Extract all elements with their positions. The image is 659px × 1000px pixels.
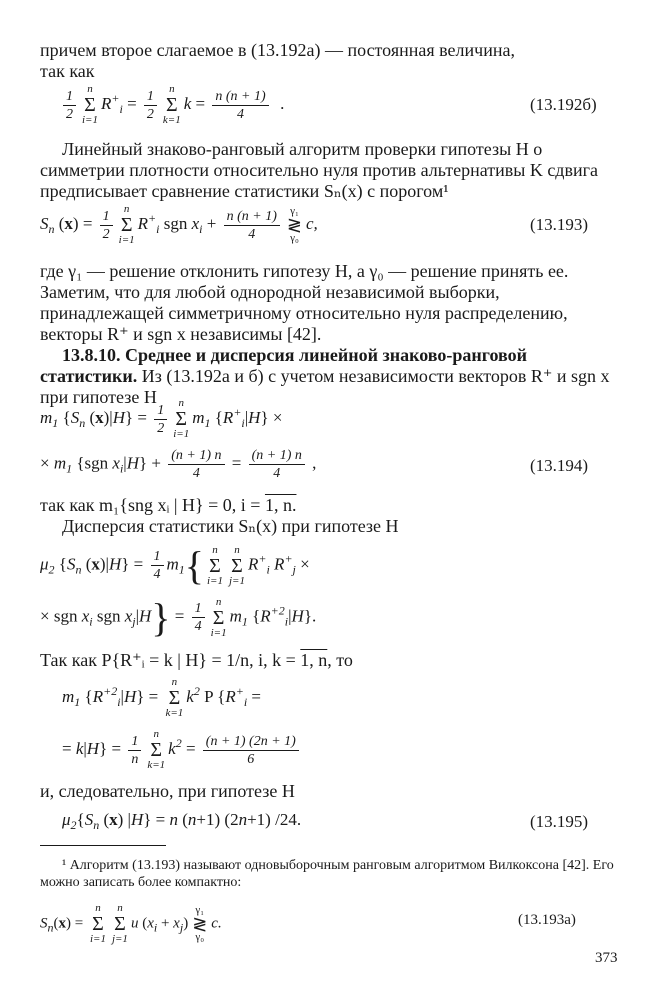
equation-13-193a: $S_n(x)$ = n Σ i=1 n Σ j=1 u $(x_i + x_j)$ γ₁ ≷ γ₀ c. [40, 902, 222, 945]
equation-number-13-194: (13.194) [530, 456, 589, 475]
text-dispersion: Дисперсия статистики Sₙ(x) при гипотезе H [62, 516, 399, 536]
text-consequently: и, следовательно, при гипотезе H [40, 781, 295, 801]
text-since: Так как P{R⁺ᵢ = k | H} = 1/n, i, k = 1, n, то [40, 650, 353, 670]
equation-number-13-195: (13.195) [530, 812, 589, 831]
paragraph-algorithm: Линейный знаково-ранговый алгоритм проверки гипотезы H о симметрии плотности относительно нуля против альтернативы K сдвига предписывает сравнение статистики Sₙ(x) с порогом¹ [40, 139, 598, 201]
page-number: 373 [595, 950, 618, 966]
section-text: Из (13.192а и б) с учетом независимости векторов R⁺ и sgn x при гипотезе H [40, 366, 610, 407]
equation-number-13-193a: (13.193а) [518, 912, 576, 928]
text-because: так как m₁{sng xᵢ | H} = 0, i = 1, n. [40, 495, 297, 515]
equation-13-192b: $\frac{1}{2}$ n Σ i=1 $R^+_i$ = $\frac{1}{2}$ n Σ k=1 k = $\frac{n (n + 1)}{4}$ . [60, 83, 284, 127]
footnote: ¹ Алгоритм (13.193) называют одновыборочным ранговым алгоритмом Вилкоксона [42]. Его можно записать более компактно: [40, 858, 614, 890]
equation-second-moment-line2: = k|H} = $\frac{1}{n}$ n Σ k=1 $k^2$ = $\frac{(n + 1) (2n + 1)}{6}$ [62, 728, 302, 772]
equation-second-moment-line1: $m_1$ $\{R^{+2}_i|H\}$ = n Σ k=1 $k^2$ P {$R^+_i$ = [62, 676, 262, 719]
section-heading: 13.8.10. Среднее и дисперсия линейной знаково-ранговой статистики. [40, 345, 527, 386]
equation-13-194-line1: $m_1$ {$S_n$ (x)|H} = $\frac{1}{2}$ n Σ i=1 $m_1$ $\{R^+_i|H\}$ × [40, 397, 283, 440]
equation-dispersion-line2: × sgn $x_i$ sgn $x_j|H$} = $\frac{1}{4}$ n Σ i=1 $m_1$ $\{R^{+2}_i|H\}$. [40, 595, 317, 640]
equation-dispersion-line1: $\mu_2$ {$S_n$ (x)|H} = $\frac{1}{4}$ $m_1${ n Σ i=1 n Σ j=1 $R^+_i$ $R^+_j$ × [40, 543, 310, 588]
paragraph-decision: где γ₁ — решение отклонить гипотезу H, а γ₀ — решение принять ее. Заметим, что для любой однородной независимой выборки, принадлежащей симметричному относительно нуля распределению, векторы R⁺ и sgn x независимы [42]. [40, 261, 569, 344]
para1-line2: так как [40, 61, 95, 81]
equation-13-194-line2: × $m_1$ {sgn $x_i|H$} + $\frac{(n + 1) n}{4}$ = $\frac{(n + 1) n}{4}$ , [40, 448, 317, 481]
footnote-rule [40, 845, 166, 846]
equation-13-193: $S_n$ (x) = $\frac{1}{2}$ n Σ i=1 $R^+_i$ sgn $x_i$ + $\frac{n (n + 1)}{4}$ γ₁ ≷ γ₀ c, [40, 203, 318, 246]
equation-number-13-193: (13.193) [530, 215, 589, 234]
equation-13-195: $\mu_2\{S_n$ (x) |H} = n (n+1) (2n+1) /24. [62, 810, 302, 832]
equation-number-13-192b: (13.192б) [530, 95, 597, 114]
para1-line1: причем второе слагаемое в (13.192а) — постоянная величина, [40, 40, 515, 60]
